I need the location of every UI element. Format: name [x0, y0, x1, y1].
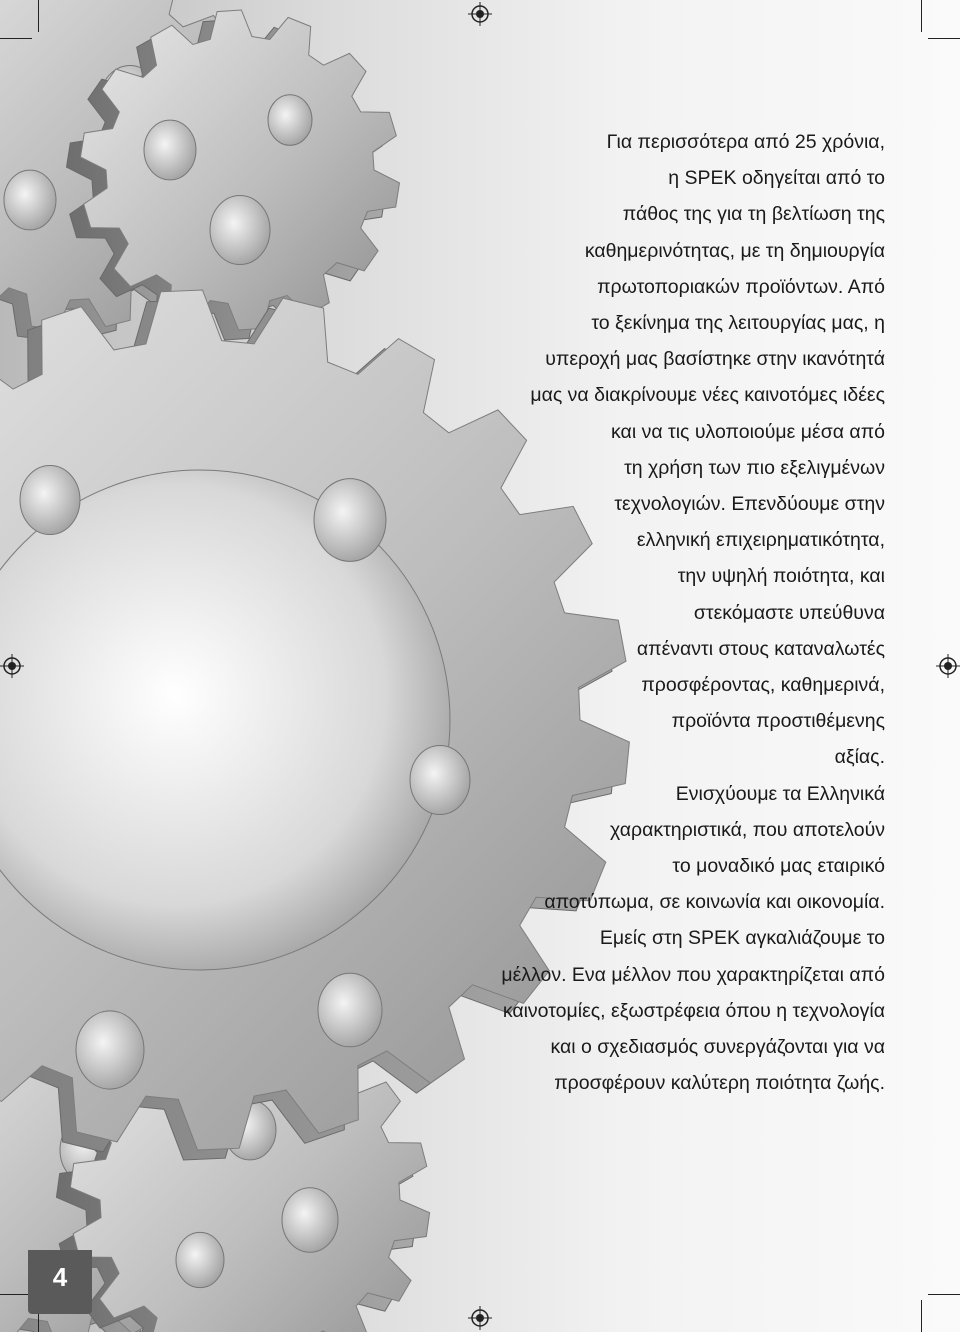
registration-mark-icon	[0, 654, 24, 678]
body-line: τη χρήση των πιο εξελιγμένων	[624, 456, 885, 479]
body-line: αποτύπωμα, σε κοινωνία και οικονομία.	[544, 891, 885, 914]
body-line: Για περισσότερα από 25 χρόνια,	[606, 131, 885, 153]
registration-mark-icon	[468, 2, 492, 26]
crop-mark-top-left	[38, 0, 39, 32]
body-line: πρωτοποριακών προϊόντων. Από	[597, 275, 885, 298]
body-line: προσφέροντας, καθημερινά,	[641, 674, 885, 697]
crop-mark-bottom-right	[921, 1300, 922, 1332]
body-line: Εμείς στη SPEK αγκαλιάζουμε το	[599, 927, 885, 950]
body-line: την υψηλή ποιότητα, και	[677, 565, 885, 588]
body-line: ελληνική επιχειρηματικότητα,	[636, 529, 885, 552]
body-line: αξίας.	[834, 746, 885, 769]
body-line: και να τις υλοποιούμε μέσα από	[611, 420, 885, 443]
crop-mark-top-right	[921, 0, 922, 32]
body-line: απέναντι στους καταναλωτές	[636, 637, 885, 660]
body-line: το μοναδικό μας εταιρικό	[672, 855, 885, 878]
body-line: στεκόμαστε υπεύθυνα	[693, 601, 885, 624]
body-line: η SPEK οδηγείται από το	[668, 167, 885, 190]
body-line: καθημερινότητας, με τη δημιουργία	[584, 239, 885, 262]
body-line: Ενισχύουμε τα Ελληνικά	[675, 782, 885, 805]
crop-mark-top-left-h	[0, 38, 32, 39]
body-line: πάθος της για τη βελτίωση της	[622, 203, 885, 226]
page-number: 4	[52, 1262, 68, 1292]
body-line: προϊόντα προστιθέμενης	[671, 710, 885, 733]
body-line: το ξεκίνημα της λειτουργίας μας, η	[591, 312, 885, 335]
body-line: καινοτομίες, εξωστρέφεια όπου η τεχνολογία	[502, 999, 885, 1022]
crop-mark-bottom-right-h	[928, 1294, 960, 1295]
body-line: μας να διακρίνουμε νέες καινοτόμες ιδέες	[530, 384, 885, 407]
body-text	[405, 124, 885, 1101]
body-line: και ο σχεδιασμός συνεργάζονται για να	[550, 1036, 885, 1059]
body-line: υπεροχή μας βασίστηκε στην ικανότητά	[545, 348, 885, 371]
registration-mark-icon	[468, 1306, 492, 1330]
body-line: τεχνολογιών. Επενδύουμε στην	[614, 493, 885, 516]
body-line: μέλλον. Ενα μέλλον που χαρακτηρίζεται από	[501, 963, 885, 986]
registration-mark-icon	[936, 654, 960, 678]
crop-mark-top-right-h	[928, 38, 960, 39]
body-line: χαρακτηριστικά, που αποτελούν	[610, 818, 885, 841]
body-line: προσφέρουν καλύτερη ποιότητα ζωής.	[554, 1072, 885, 1095]
